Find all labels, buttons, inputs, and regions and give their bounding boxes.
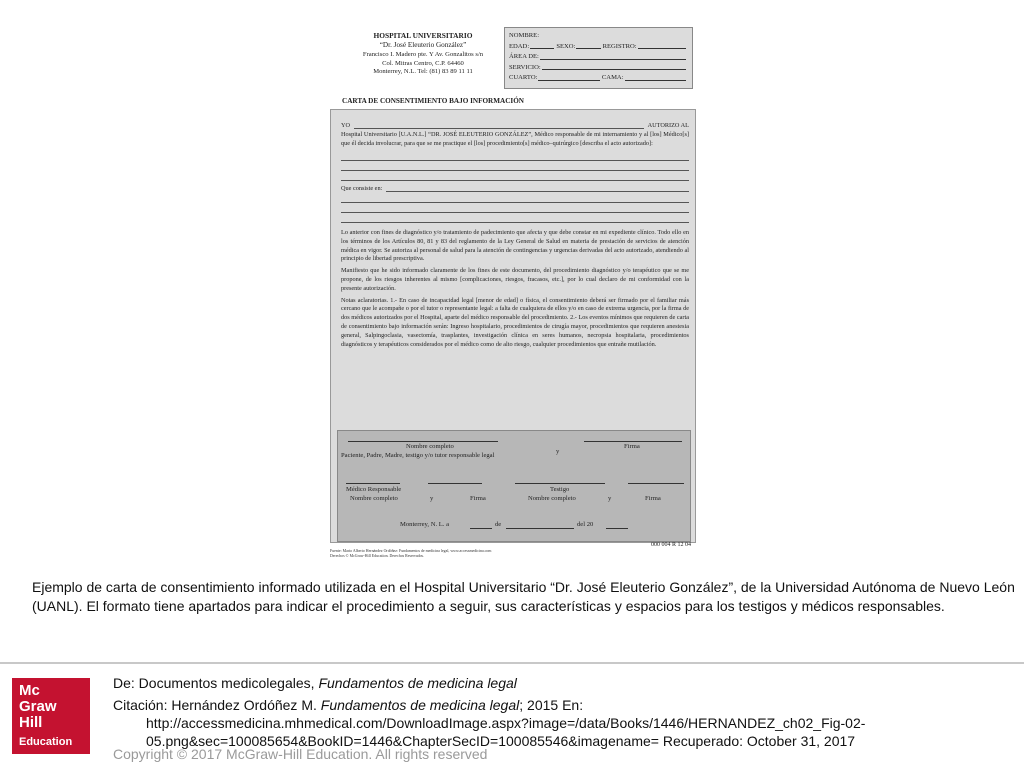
- hospital-name: HOSPITAL UNIVERSITARIO: [373, 31, 473, 40]
- sig-firma-3: Firma: [645, 495, 661, 502]
- logo-line-1: Mc: [19, 682, 40, 699]
- citation-url-2: 05.png&sec=100085654&BookID=1446&ChapterSecID=100085546&imagename= Recuperado: October 31, 2017: [146, 733, 856, 749]
- sig-de: de: [495, 521, 502, 528]
- logo-line-2: Graw: [19, 698, 57, 715]
- logo-line-4: Education: [19, 736, 73, 748]
- form-source-note: [330, 549, 491, 559]
- sig-y-2: y: [430, 495, 434, 502]
- logo-line-3: Hill: [19, 714, 43, 731]
- sig-nombre-completo-2: Nombre completo: [350, 495, 398, 502]
- label-que-consiste: Que consiste en:: [341, 184, 383, 192]
- citation-book: Fundamentos de medicina legal: [320, 697, 520, 713]
- sig-nombre-completo-3: Nombre completo: [528, 495, 576, 502]
- label-autorizo: AUTORIZO AL: [647, 122, 689, 129]
- sig-firma-2: Firma: [470, 495, 486, 502]
- sig-y-1: y: [556, 448, 560, 455]
- sig-firma-1: Firma: [624, 443, 640, 450]
- sig-testigo: Testigo: [550, 486, 570, 493]
- consent-form-image: [328, 22, 695, 567]
- reference-source-book: Fundamentos de medicina legal: [318, 675, 517, 691]
- form-body: [330, 109, 696, 543]
- label-sexo: SEXO:: [556, 42, 576, 50]
- reference-source-prefix: De: Documentos medicolegales,: [113, 675, 319, 691]
- hospital-header: [338, 32, 508, 77]
- hospital-address-3: Monterrey, N.L. Tel: (81) 83 89 11 11: [373, 68, 473, 76]
- label-yo: YO: [341, 122, 351, 129]
- reference-citation: [113, 696, 1013, 714]
- derechos-text: Derechos © McGraw-Hill Education. Derechos Reservados.: [330, 554, 425, 558]
- hospital-address-2: Col. Mitras Centro, C.P. 64460: [382, 59, 464, 67]
- label-registro: REGISTRO:: [602, 42, 637, 50]
- form-code: 000 004 R 12 04: [650, 542, 691, 548]
- form-title: CARTA DE CONSENTIMIENTO BAJO INFORMACIÓN: [342, 97, 524, 105]
- paragraph-2: Manifiesto que he sido informado claramente de los fines de este documento, del procedimiento diagnóstico y/o terapéutico que se me propone, de los riesgos inherentes al mismo [complicaciones, riesgos, fracasos, etc.], por lo cual declaro de mi conformidad con la presente autorización.: [341, 267, 689, 292]
- hospital-subtitle: “Dr. José Eleuterio González”: [379, 40, 467, 49]
- figure-caption: Ejemplo de carta de consentimiento informado utilizada en el Hospital Universitario “Dr. José Eleuterio González”, de la Universidad Autónoma de Nuevo León (UANL). El formato tiene apartados para indicar el procedimiento a seguir, sus características y espacios para los testigos y médicos responsables.: [32, 579, 1015, 614]
- mcgraw-hill-logo: [12, 678, 90, 754]
- label-servicio: SERVICIO:: [509, 63, 541, 71]
- fuente-text: Fuente: Mario Alberto Hernández Ordóñez: Fundamentos de medicina legal, www.accessmedicina.com: [330, 549, 492, 553]
- paragraph-1: Lo anterior con fines de diagnóstico y/o tratamiento de padecimiento que afecta y que debe constar en mi expediente clínico. Todo ello en los términos de los Artículos 80, 81 y 83 del reglamento de la Ley General de Salud en materia de prestación de servicios de atención médica en vigor. Se autoriza al personal de salud para la atención de contingencias y urgencias derivadas del acto autorizado, atendiendo al principio de libertad prescriptiva.: [341, 228, 689, 263]
- sig-del20: del 20: [577, 521, 594, 528]
- patient-info-box: [504, 27, 693, 89]
- label-cama: CAMA:: [601, 74, 624, 81]
- label-area: ÁREA DE:: [509, 53, 539, 60]
- reference-source: [113, 674, 1013, 692]
- sig-nombre-completo-1: Nombre completo: [406, 443, 454, 450]
- reference-block: [113, 674, 1013, 750]
- sig-monterrey: Monterrey, N. L. a: [400, 521, 450, 528]
- citation-suffix: ; 2015 En:: [519, 697, 584, 713]
- sig-paciente: Paciente, Padre, Madre, testigo y/o tutor responsable legal: [341, 452, 495, 459]
- paragraph-3: Notas aclaratorias. 1.- En caso de incapacidad legal [menor de edad] o física, el consentimiento deberá ser firmado por el familiar más cercano que le acompañe o por el tutor o representante legal: a falta de cualquiera de ellos y/o en caso de extrema urgencia, por la firma de dos médicos autorizados por el Hospital, aparte del médico responsable del procedimiento. 2.- Los eventos mínimos que requieren de carta de consentimiento bajo información serán: Ingreso hospitalario, procedimientos de cirugía mayor, procedimientos que requieren anestesia general, Salpingoclasia, vasectomía, trasplantes, investigación clínica en seres humanos, necropsia hospitalaria, procedimientos diagnósticos y terapéuticos considerados por el médico como de alto riesgo, cualquier procedimientos que entrañe mutilación.: [341, 296, 689, 348]
- citation-url-1: http://accessmedicina.mhmedical.com/DownloadImage.aspx?image=/data/Books/1446/HERNANDEZ_ch02_Fig-02-: [146, 715, 866, 731]
- divider: [0, 662, 1024, 664]
- signature-box: [337, 430, 691, 542]
- citation-author: Citación: Hernández Ordóñez M: [113, 697, 313, 713]
- sig-medico: Médico Responsable: [346, 486, 402, 493]
- hospital-address-1: Francisco I. Madero pte. Y Av. Gonzalitos s/n: [362, 51, 484, 59]
- label-nombre: NOMBRE:: [509, 32, 540, 39]
- intro-text: Hospital Universitario [U.A.N.L.] “DR. JOSÉ ELEUTERIO GONZÁLEZ”, Médico responsable de mi internamiento y al [los] Médico[s] que él decida involucrar, para que se me practique el [los] procedimiento[s] médico–quirúrgico [describa el acto autorizado]:: [341, 130, 689, 147]
- label-cuarto: CUARTO:: [509, 74, 538, 81]
- citation-separator: .: [313, 697, 321, 713]
- label-edad: EDAD:: [509, 42, 530, 50]
- sig-y-3: y: [608, 495, 612, 502]
- copyright-notice: Copyright © 2017 McGraw-Hill Education. All rights reserved: [113, 746, 488, 762]
